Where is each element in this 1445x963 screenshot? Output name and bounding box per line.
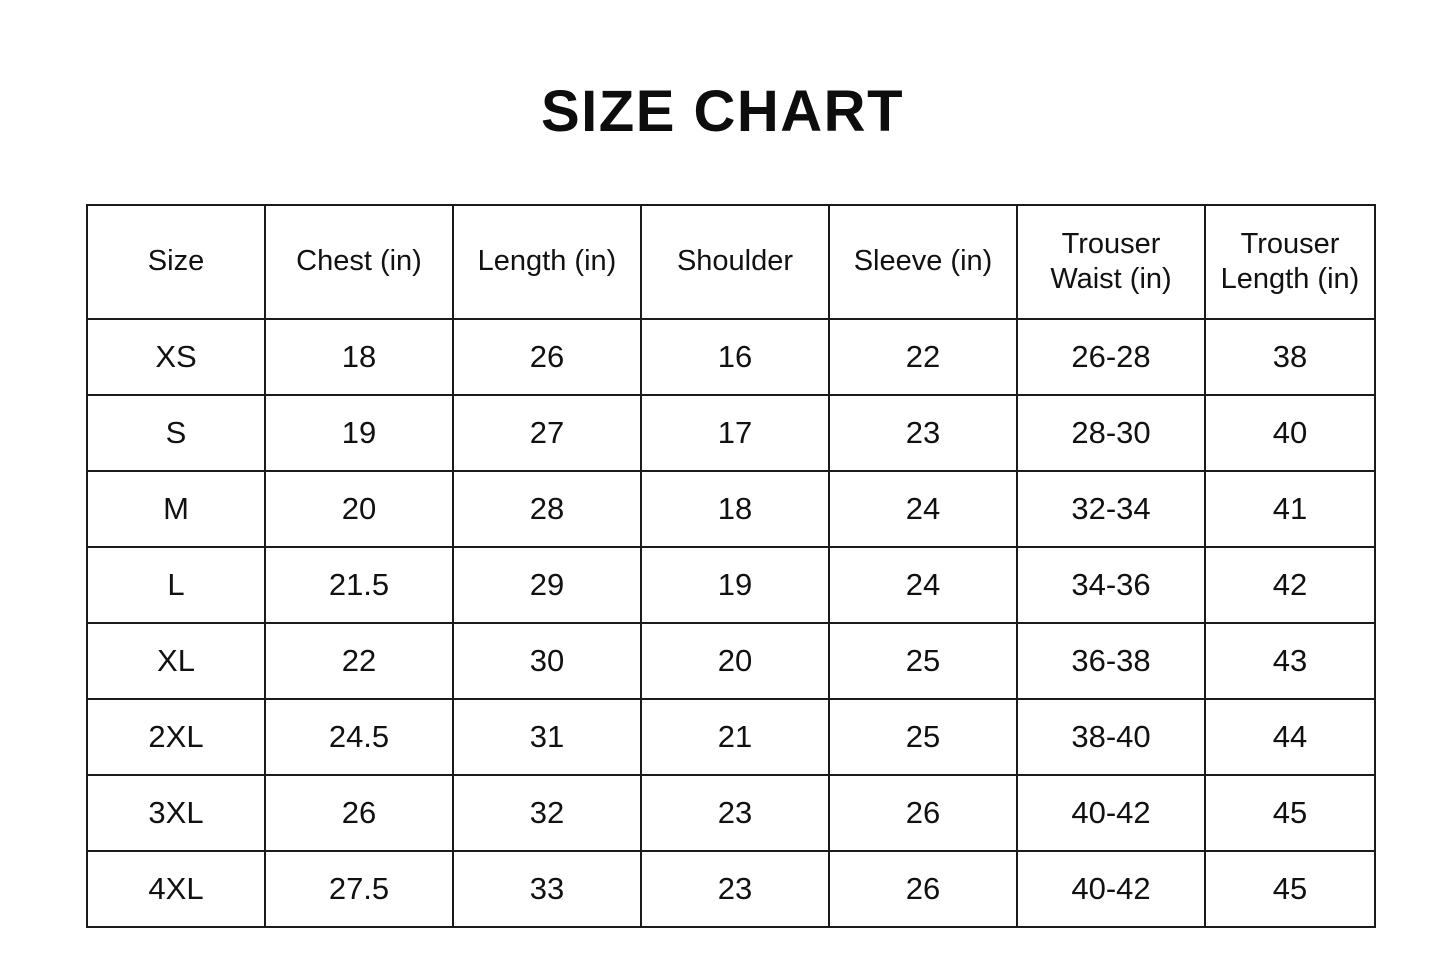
column-header-length: Length (in)	[453, 205, 641, 319]
cell-length: 33	[453, 851, 641, 927]
cell-trouser-length: 42	[1205, 547, 1375, 623]
table-header-row	[87, 205, 1375, 319]
column-header-trouser-waist: Trouser Waist (in)	[1017, 205, 1205, 319]
cell-trouser-length: 44	[1205, 699, 1375, 775]
cell-shoulder: 23	[641, 775, 829, 851]
table-row	[87, 775, 1375, 851]
table-row	[87, 319, 1375, 395]
table-row	[87, 623, 1375, 699]
cell-trouser-waist: 38-40	[1017, 699, 1205, 775]
cell-sleeve: 22	[829, 319, 1017, 395]
cell-size: XL	[87, 623, 265, 699]
cell-size: 4XL	[87, 851, 265, 927]
cell-chest: 24.5	[265, 699, 453, 775]
cell-trouser-length: 38	[1205, 319, 1375, 395]
cell-chest: 19	[265, 395, 453, 471]
cell-chest: 20	[265, 471, 453, 547]
cell-size: 3XL	[87, 775, 265, 851]
column-header-chest: Chest (in)	[265, 205, 453, 319]
column-header-trouser-length: Trouser Length (in)	[1205, 205, 1375, 319]
table-row	[87, 699, 1375, 775]
column-header-sleeve: Sleeve (in)	[829, 205, 1017, 319]
cell-chest: 21.5	[265, 547, 453, 623]
table-body	[87, 319, 1375, 927]
cell-chest: 27.5	[265, 851, 453, 927]
cell-trouser-length: 40	[1205, 395, 1375, 471]
cell-size: 2XL	[87, 699, 265, 775]
table-row	[87, 471, 1375, 547]
cell-shoulder: 23	[641, 851, 829, 927]
cell-trouser-waist: 26-28	[1017, 319, 1205, 395]
column-header-shoulder: Shoulder	[641, 205, 829, 319]
table-header	[87, 205, 1375, 319]
cell-trouser-length: 45	[1205, 775, 1375, 851]
cell-sleeve: 24	[829, 547, 1017, 623]
cell-shoulder: 17	[641, 395, 829, 471]
cell-size: XS	[87, 319, 265, 395]
cell-size: S	[87, 395, 265, 471]
cell-shoulder: 18	[641, 471, 829, 547]
cell-sleeve: 25	[829, 623, 1017, 699]
cell-shoulder: 20	[641, 623, 829, 699]
cell-trouser-waist: 32-34	[1017, 471, 1205, 547]
size-chart-table	[86, 204, 1376, 928]
cell-length: 29	[453, 547, 641, 623]
cell-trouser-waist: 28-30	[1017, 395, 1205, 471]
cell-sleeve: 26	[829, 851, 1017, 927]
cell-length: 30	[453, 623, 641, 699]
cell-shoulder: 21	[641, 699, 829, 775]
cell-trouser-waist: 40-42	[1017, 775, 1205, 851]
cell-sleeve: 23	[829, 395, 1017, 471]
cell-trouser-length: 45	[1205, 851, 1375, 927]
size-chart-table-container	[86, 204, 1358, 928]
table-row	[87, 851, 1375, 927]
cell-shoulder: 16	[641, 319, 829, 395]
cell-chest: 18	[265, 319, 453, 395]
cell-trouser-length: 41	[1205, 471, 1375, 547]
page-title: SIZE CHART	[541, 79, 904, 144]
cell-length: 32	[453, 775, 641, 851]
table-row	[87, 395, 1375, 471]
column-header-size: Size	[87, 205, 265, 319]
cell-trouser-length: 43	[1205, 623, 1375, 699]
cell-trouser-waist: 40-42	[1017, 851, 1205, 927]
cell-length: 27	[453, 395, 641, 471]
cell-length: 28	[453, 471, 641, 547]
cell-length: 26	[453, 319, 641, 395]
cell-trouser-waist: 36-38	[1017, 623, 1205, 699]
cell-chest: 22	[265, 623, 453, 699]
cell-chest: 26	[265, 775, 453, 851]
cell-size: M	[87, 471, 265, 547]
cell-sleeve: 26	[829, 775, 1017, 851]
cell-sleeve: 24	[829, 471, 1017, 547]
table-row	[87, 547, 1375, 623]
cell-shoulder: 19	[641, 547, 829, 623]
cell-size: L	[87, 547, 265, 623]
cell-sleeve: 25	[829, 699, 1017, 775]
cell-length: 31	[453, 699, 641, 775]
cell-trouser-waist: 34-36	[1017, 547, 1205, 623]
